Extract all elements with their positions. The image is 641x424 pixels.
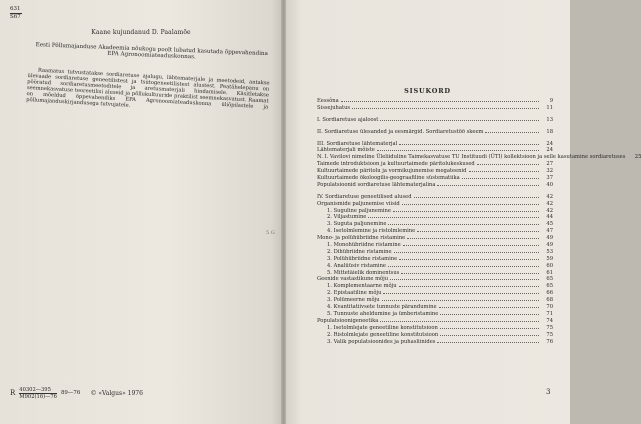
- toc-entry-label: Eessõna: [317, 98, 339, 104]
- toc-entry-label: Kultuurtaimede ökoloogilis-geograafiline süstematiika: [317, 175, 460, 182]
- toc-entry: [317, 338, 553, 345]
- toc-entry-page: 53: [546, 248, 553, 255]
- toc-entry: [317, 262, 553, 269]
- toc-entry-label: 3. Polümeerne mõju: [327, 297, 380, 304]
- toc-leader-dots: [437, 338, 539, 343]
- toc-entry: [317, 317, 553, 324]
- udc-code: [10, 6, 22, 21]
- toc-leader-dots: [388, 262, 539, 267]
- toc-entry-label: 5. Tunnuste aheldumine ja ümberistamine: [327, 310, 439, 317]
- toc-leader-dots: [417, 227, 539, 232]
- toc-entry-page: 75: [546, 331, 553, 338]
- toc-entry: [317, 128, 553, 135]
- toc-entry-page: 74: [546, 317, 553, 324]
- toc-entry: [317, 153, 641, 161]
- toc-entry-page: 70: [546, 304, 553, 311]
- toc-entry-label: 4. Isetolmlemine ja ristolmlemine: [327, 228, 416, 235]
- toc-entry-label: 1. Suguline paljunemine: [327, 207, 391, 214]
- toc-entry-label: Mono- ja polühübriidne ristamine: [317, 235, 406, 242]
- toc-entry-page: 66: [546, 290, 553, 297]
- toc-entry-page: 40: [546, 181, 553, 188]
- toc-entry-label: Lähtematerjali mõiste: [317, 147, 375, 154]
- toc-entry-label: 5. Mittetäielik dominentsus: [327, 269, 400, 276]
- toc-entry: [317, 241, 553, 248]
- toc-entry-page: 42: [546, 193, 553, 200]
- toc-entry-page: 65: [546, 283, 553, 290]
- toc-leader-dots: [440, 324, 539, 329]
- book-abstract: Raamatus tutvustatakse sordiaretuse ajalugu, lähtematerjale ja meetodeid, antakse ülevaade sordiaretuse geneetilistest ja tsütogeneetilistest alustest. Peatähelepanu on pööratud sordiaretusmeetoditele ja aretusmaterjali hindamisele. Käsitletakse seemnekasvatuse teoreetilisi aluseid ja põllukultuuride praktilist seemnekasvatust. Raamat on mõeldud õppevahendiks EPA Agronoomiateaduskonna üliõpilastele ja põllumajanduskirjandusega tutvujatele.: [26, 67, 270, 111]
- toc-entry: [317, 275, 553, 282]
- imprint-code: 89—76: [60, 390, 81, 396]
- toc-leader-dots: [469, 167, 540, 172]
- toc-entry-label: 3. Valik populatsioonides ja puhasliinides: [327, 338, 436, 345]
- toc-entry-page: 75: [546, 324, 553, 331]
- toc-leader-dots: [437, 181, 539, 186]
- toc-entry-label: 1. Komplementaarne mõju: [327, 283, 397, 290]
- toc-leader-dots: [407, 234, 539, 239]
- toc-leader-dots: [439, 303, 539, 308]
- toc-entry: [317, 227, 553, 234]
- toc-entry-label: N. I. Vavilovi nimeline Üleliiduline Taimekasvatuse TU Instituudi (ÜTI) kollektsioon ja selle kasutamine sordiaretuses: [317, 154, 626, 161]
- table-of-contents: [317, 97, 641, 345]
- toc-entry: [317, 220, 553, 227]
- toc-entry-page: 71: [546, 310, 553, 317]
- toc-entry-page: 25: [634, 154, 641, 161]
- toc-entry-label: Kultuurtaimede päritolu ja vormikujunemise megateenid: [317, 168, 467, 175]
- cover-designer-credit: Kaane kujundanud D. Paalamõe: [91, 29, 191, 36]
- imprint-prefix: R: [10, 389, 16, 397]
- toc-entry-label: 2. Viljastumine: [327, 214, 367, 221]
- toc-leader-dots: [402, 200, 539, 205]
- toc-entry-page: 24: [546, 140, 553, 147]
- toc-leader-dots: [477, 160, 539, 165]
- toc-entry-label: Populatsioonigeneetika: [317, 317, 379, 324]
- toc-entry: [317, 146, 553, 153]
- toc-entry-label: 1. Monohübriidne ristamine: [327, 242, 401, 249]
- toc-entry: [317, 296, 553, 303]
- toc-entry: [317, 289, 553, 296]
- toc-entry: [317, 181, 553, 188]
- approval-notice: Eesti Põllumajanduse Akadeemia nõukogu poolt lubatud kasutada õppevahendina EPA Agronoomiateaduskonnas.: [35, 42, 269, 61]
- toc-entry-label: 3. Polühübriidne ristamine: [327, 255, 398, 262]
- toc-leader-dots: [401, 269, 539, 274]
- toc-entry-page: 68: [546, 297, 553, 304]
- toc-entry: [317, 234, 553, 241]
- toc-entry-page: 76: [546, 338, 553, 345]
- imprint-denominator: M902(16)—76: [19, 394, 57, 400]
- toc-entry-page: 18: [546, 128, 553, 135]
- toc-entry-page: 42: [546, 207, 553, 214]
- toc-leader-dots: [388, 220, 539, 225]
- toc-entry-page: 60: [546, 262, 553, 269]
- toc-leader-dots: [462, 174, 539, 179]
- toc-entry: [317, 104, 553, 111]
- toc-entry-page: 65: [546, 276, 553, 283]
- toc-leader-dots: [394, 248, 539, 253]
- toc-entry-label: 4. Kvantitatiivsete tunnuste pärandumine: [327, 304, 437, 311]
- imprint-numerator: 40302—395: [19, 387, 57, 394]
- toc-entry: [317, 140, 553, 147]
- toc-leader-dots: [414, 193, 539, 198]
- toc-leader-dots: [352, 104, 539, 109]
- toc-leader-dots: [440, 331, 539, 336]
- page-number: 3: [546, 388, 551, 396]
- toc-entry-label: Organismide paljunemise viisid: [317, 200, 400, 207]
- toc-leader-dots: [393, 207, 539, 212]
- toc-entry-label: 2. Dihübriidne ristamine: [327, 248, 392, 255]
- toc-leader-dots: [383, 289, 539, 294]
- book-gutter: [281, 0, 286, 424]
- toc-entry: [317, 200, 553, 207]
- toc-entry-page: 61: [546, 269, 553, 276]
- toc-leader-dots: [341, 97, 539, 102]
- toc-entry-label: 3. Suguta paljunemine: [327, 221, 387, 228]
- toc-entry-page: 49: [546, 242, 553, 249]
- toc-entry-page: 32: [546, 168, 553, 175]
- toc-entry-page: 44: [546, 214, 553, 221]
- toc-leader-dots: [399, 282, 539, 287]
- toc-entry: [317, 269, 553, 276]
- toc-entry-page: 47: [546, 228, 553, 235]
- toc-entry-label: Taimede introduktsioon ja kultuurtaimede päritolukeskused: [317, 161, 475, 168]
- toc-entry-label: 1. Isetolmlejate geneetiline konstitutsioon: [327, 324, 438, 331]
- toc-entry: [317, 310, 553, 317]
- toc-entry-page: 13: [546, 116, 553, 123]
- toc-entry: [317, 282, 553, 289]
- toc-leader-dots: [390, 275, 539, 280]
- toc-entry-label: 2. Ristolmlejate geneetiline konstitutsioon: [327, 331, 439, 338]
- toc-entry-page: 37: [546, 175, 553, 182]
- toc-leader-dots: [440, 310, 539, 315]
- toc-entry: [317, 174, 553, 181]
- toc-entry-label: II. Sordiaretuse ülesanded ja eesmärgid. Sordiaretustöö skeem: [317, 128, 484, 135]
- toc-entry-page: 49: [546, 235, 553, 242]
- toc-entry-label: Geenide vastastikune mõju: [317, 276, 389, 283]
- toc-leader-dots: [399, 255, 539, 260]
- toc-leader-dots: [380, 116, 539, 121]
- toc-entry: [317, 207, 553, 214]
- toc-entry: [317, 248, 553, 255]
- toc-leader-dots: [403, 241, 539, 246]
- toc-leader-dots: [485, 128, 539, 133]
- imprint-line: [10, 387, 143, 400]
- toc-leader-dots: [368, 213, 539, 218]
- toc-entry: [317, 303, 553, 310]
- toc-entry-page: 42: [546, 200, 553, 207]
- toc-entry: [317, 160, 553, 167]
- toc-entry-label: IV. Sordiaretuse geneetilised alused: [317, 193, 412, 200]
- toc-entry-label: III. Sordiaretuse lähtematerjal: [317, 140, 398, 147]
- toc-leader-dots: [380, 317, 539, 322]
- toc-entry-page: 59: [546, 255, 553, 262]
- toc-entry-page: 27: [546, 161, 553, 168]
- udc-subnumber: S67: [10, 14, 21, 20]
- udc-number: 631: [10, 6, 21, 12]
- toc-entry-page: 45: [546, 221, 553, 228]
- toc-leader-dots: [399, 140, 539, 145]
- imprint-fraction: [19, 387, 57, 400]
- toc-entry-label: Sissejuhatus: [317, 104, 351, 111]
- toc-leader-dots: [382, 296, 539, 301]
- toc-leader-dots: [377, 146, 539, 151]
- toc-entry-label: 4. Analüüsiv ristamine: [327, 262, 386, 269]
- left-page: [0, 0, 282, 424]
- toc-entry-page: 11: [546, 104, 553, 111]
- toc-entry-page: 24: [546, 147, 553, 154]
- toc-entry: [317, 324, 553, 331]
- toc-title: SISUKORD: [404, 87, 451, 95]
- toc-entry-label: I. Sordiaretuse ajaloost: [317, 116, 379, 123]
- margin-glyph: 5 G: [266, 230, 275, 236]
- toc-entry-page: 9: [549, 98, 553, 104]
- toc-entry: [317, 331, 553, 338]
- toc-entry: [317, 255, 553, 262]
- toc-entry: [317, 167, 553, 174]
- imprint-publisher: © «Valgus» 1976: [90, 390, 143, 397]
- toc-entry-label: Populatsioonid sordiaretuse lähtematerjalina: [317, 181, 436, 188]
- toc-entry: [317, 213, 553, 220]
- toc-entry: [317, 97, 553, 104]
- toc-entry-label: 2. Epistaatiline mõju: [327, 290, 382, 297]
- toc-entry: [317, 116, 553, 123]
- toc-entry: [317, 193, 553, 200]
